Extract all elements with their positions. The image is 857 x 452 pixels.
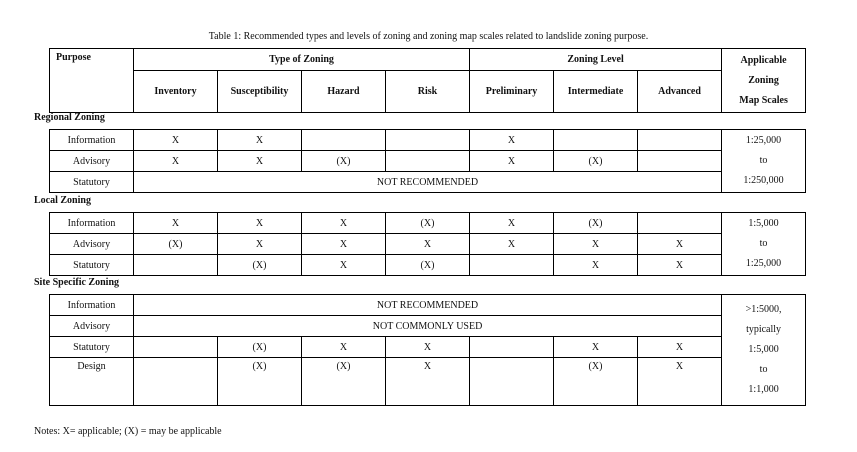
scale-value: 1:25,000 <box>745 258 782 269</box>
table-row <box>50 234 806 255</box>
table-cell <box>134 358 218 406</box>
table-cell: X <box>386 234 470 255</box>
col-intermediate: Intermediate <box>554 71 638 113</box>
scale-value: 1:5,000 <box>748 344 779 355</box>
scale-value: 1:5,000 <box>748 218 779 229</box>
table-cell: X <box>470 234 554 255</box>
table-cell <box>638 213 722 234</box>
table-row <box>50 151 806 172</box>
row-label: Information <box>50 295 134 316</box>
scale-value: 1:25,000 <box>745 135 782 146</box>
table-caption: Table 1: Recommended types and levels of zoning and zoning map scales related to landslide zoning purpose. <box>208 31 649 42</box>
notes: Notes: X= applicable; (X) = may be applicable <box>34 426 222 437</box>
row-label: Advisory <box>50 151 134 172</box>
col-preliminary: Preliminary <box>470 71 554 113</box>
scale-value: to <box>759 155 768 166</box>
row-label: Statutory <box>50 172 134 193</box>
table-cell: X <box>470 130 554 151</box>
table-cell: (X) <box>218 255 302 276</box>
table-cell: X <box>638 358 722 406</box>
map-scale-cell <box>722 213 806 276</box>
table-cell <box>386 130 470 151</box>
local-table <box>49 212 806 276</box>
table-cell: (X) <box>386 213 470 234</box>
table-row <box>50 316 806 337</box>
table-cell: X <box>302 234 386 255</box>
table-cell: X <box>302 255 386 276</box>
table-cell <box>134 337 218 358</box>
table-row <box>50 172 806 193</box>
map-scale-cell <box>722 295 806 406</box>
row-label: Information <box>50 213 134 234</box>
table-row <box>50 295 806 316</box>
map-scale-cell <box>722 130 806 193</box>
table-cell: (X) <box>302 151 386 172</box>
table-cell: X <box>470 213 554 234</box>
table-cell: X <box>554 234 638 255</box>
scale-value: 1:1,000 <box>748 384 779 395</box>
table-cell: X <box>134 151 218 172</box>
regional-table <box>49 129 806 193</box>
table-cell <box>638 151 722 172</box>
table-cell: X <box>218 213 302 234</box>
scale-value: to <box>759 238 768 249</box>
scale-value: >1:5000, <box>745 304 782 315</box>
table-cell <box>470 358 554 406</box>
row-label: Design <box>50 358 134 406</box>
table-cell: X <box>638 234 722 255</box>
table-cell: X <box>386 358 470 406</box>
col-inventory: Inventory <box>134 71 218 113</box>
scale-value: to <box>759 364 768 375</box>
section-title-regional: Regional Zoning <box>34 112 105 123</box>
table-row <box>50 337 806 358</box>
table-cell: (X) <box>554 213 638 234</box>
table-row <box>50 358 806 406</box>
table-cell <box>554 130 638 151</box>
table-cell: X <box>134 130 218 151</box>
table-cell: X <box>638 255 722 276</box>
table-cell: (X) <box>218 358 302 406</box>
table-cell: X <box>302 337 386 358</box>
table-cell: (X) <box>554 151 638 172</box>
applicable-label: Applicable <box>740 54 787 66</box>
col-advanced: Advanced <box>638 71 722 113</box>
row-label: Statutory <box>50 337 134 358</box>
type-of-zoning-header: Type of Zoning <box>134 49 470 71</box>
table-cell <box>470 255 554 276</box>
table-cell <box>386 151 470 172</box>
scale-value: typically <box>746 324 782 335</box>
purpose-header: Purpose <box>50 49 134 113</box>
table-cell: X <box>386 337 470 358</box>
table-cell: X <box>134 213 218 234</box>
merged-note: NOT COMMONLY USED <box>134 316 722 337</box>
table-cell <box>470 337 554 358</box>
map-scales-label: Map Scales <box>739 94 788 106</box>
table-cell: X <box>302 213 386 234</box>
table-cell: X <box>638 337 722 358</box>
row-label: Advisory <box>50 316 134 337</box>
row-label: Statutory <box>50 255 134 276</box>
table-cell: X <box>554 255 638 276</box>
col-hazard: Hazard <box>302 71 386 113</box>
table-cell <box>302 130 386 151</box>
merged-note: NOT RECOMMENDED <box>134 295 722 316</box>
site-table <box>49 294 806 406</box>
col-risk: Risk <box>386 71 470 113</box>
table-cell: X <box>218 151 302 172</box>
col-susceptibility: Susceptibility <box>218 71 302 113</box>
table-row <box>50 213 806 234</box>
row-label: Advisory <box>50 234 134 255</box>
map-scales-header <box>722 49 806 113</box>
table-cell: (X) <box>302 358 386 406</box>
merged-note: NOT RECOMMENDED <box>134 172 722 193</box>
table-cell: X <box>470 151 554 172</box>
zoning-level-header: Zoning Level <box>470 49 722 71</box>
table-cell: X <box>218 130 302 151</box>
section-title-site: Site Specific Zoning <box>34 277 120 288</box>
header-table <box>49 48 806 113</box>
table-cell: X <box>554 337 638 358</box>
table-row <box>50 255 806 276</box>
table-cell: (X) <box>134 234 218 255</box>
row-label: Information <box>50 130 134 151</box>
table-cell: (X) <box>218 337 302 358</box>
table-cell <box>134 255 218 276</box>
scale-value: 1:250,000 <box>743 175 784 186</box>
table-row <box>50 130 806 151</box>
table-cell <box>638 130 722 151</box>
table-cell: (X) <box>386 255 470 276</box>
table-cell: X <box>218 234 302 255</box>
table-cell: (X) <box>554 358 638 406</box>
section-title-local: Local Zoning <box>34 195 91 206</box>
zoning-label: Zoning <box>748 74 779 86</box>
